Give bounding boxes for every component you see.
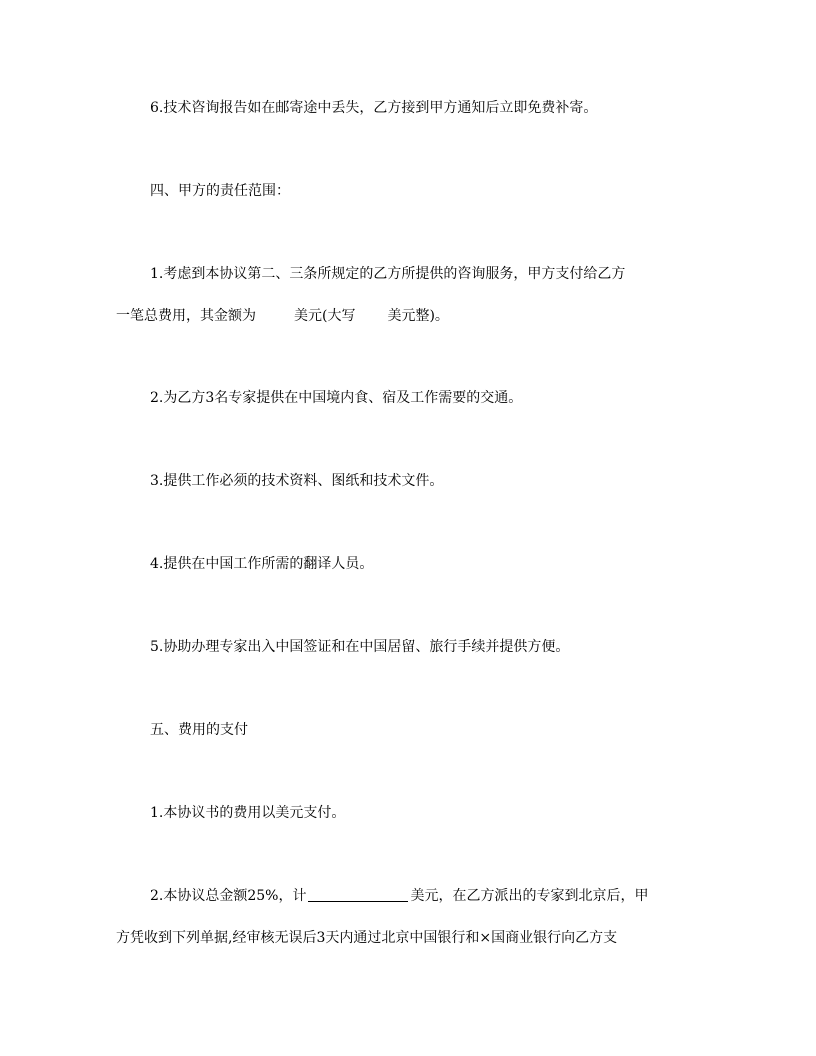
payment-text-b: 美元，在乙方派出的专家到北京后，甲 <box>410 888 649 904</box>
fee-text-a: 一笔总费用，其金额为 <box>116 308 256 324</box>
fee-text-b: 美元(大写 <box>294 308 356 324</box>
paragraph-4-translators: 4.提供在中国工作所需的翻译人员。 <box>150 556 374 572</box>
paragraph-2-accommodation: 2.为乙方3名专家提供在中国境内食、宿及工作需要的交通。 <box>150 390 523 406</box>
paragraph-5-visa: 5.协助办理专家出入中国签证和在中国居留、旅行手续并提供方便。 <box>150 639 570 655</box>
paragraph-1-fee-line1: 1.考虑到本协议第二、三条所规定的乙方所提供的咨询服务，甲方支付给乙方 <box>150 266 626 282</box>
section-heading-4: 四、甲方的责任范围： <box>150 183 290 199</box>
payment-amount-blank <box>308 887 408 902</box>
paragraph-2-payment-line1 <box>150 887 648 905</box>
paragraph-1-currency: 1.本协议书的费用以美元支付。 <box>150 805 346 821</box>
paragraph-1-fee-line2 <box>116 307 449 325</box>
paragraph-2-payment-line2: 方凭收到下列单据,经审核无误后3天内通过北京中国银行和×国商业银行向乙方支 <box>116 930 618 946</box>
fee-text-c: 美元整)。 <box>387 308 449 324</box>
paragraph-6-report-loss: 6.技术咨询报告如在邮寄途中丢失，乙方接到甲方通知后立即免费补寄。 <box>150 100 598 116</box>
payment-text-a: 2.本协议总金额25%，计 <box>150 888 307 904</box>
paragraph-3-technical-docs: 3.提供工作必须的技术资料、图纸和技术文件。 <box>150 473 444 489</box>
section-heading-5: 五、费用的支付 <box>150 722 248 738</box>
